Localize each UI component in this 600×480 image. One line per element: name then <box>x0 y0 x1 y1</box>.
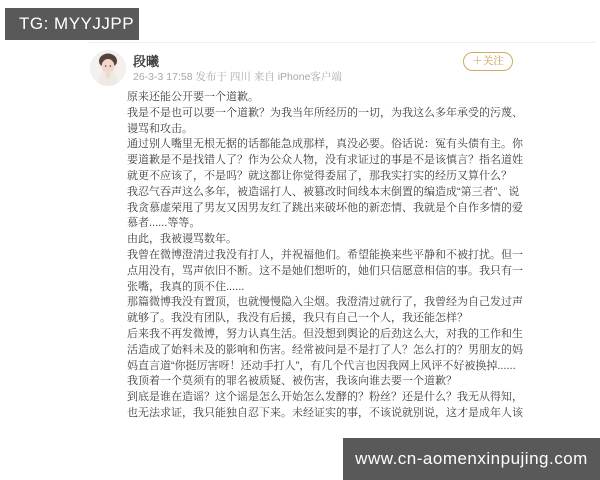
post-meta: 26-3-3 17:58 发布于 四川 来自 iPhone客户端 <box>133 71 342 83</box>
avatar-image <box>90 50 126 86</box>
post-text-line: 那篇微博我没有置顶，也就慢慢隐入尘烟。我澄清过就行了，我曾经为自己发过声 <box>127 296 523 309</box>
post-text-line: 张嘴，我真的顶不住...... <box>127 280 245 293</box>
post-text-line: 点用没有，骂声依旧不断。这不是她们想听的，她们只信愿意相信的事。我只有一 <box>127 264 523 277</box>
post-text-line: 我顶着一个莫须有的罪名被质疑、被伤害，我该向谁去要一个道歉？ <box>127 375 457 388</box>
post-text-line: 原来还能公开要一个道歉。 <box>127 91 259 103</box>
post-text-line: 到底是谁在造谣？这个谣是怎么开始怎么发酵的？粉丝？还是什么？我无从得知， <box>127 391 523 404</box>
post-text-line: 就更不应该了，不是吗？就这都让你觉得委屈了，那我实打实的经历又算什么？ <box>127 169 512 182</box>
screenshot-top-border <box>88 42 596 43</box>
post-text-line: 活造成了始料未及的影响和伤害。经常被问是不是打了人？怎么打的？男朋友的妈 <box>127 343 523 356</box>
post-body <box>127 90 537 422</box>
site-watermark <box>343 438 600 480</box>
post-text-line: 我忍气吞声这么多年，被造谣打人、被篡改时间线本末倒置的编造成“第三者”、说 <box>127 185 520 198</box>
post-text-line: 就够了。我没有团队，我没有后援，我只有自己一个人，我还能怎样？ <box>127 312 468 325</box>
post-text-line: 要道歉是不是找错人了？作为公众人物，没有求证过的事是不是该慎言？指名道姓 <box>127 154 523 167</box>
author-name[interactable]: 段曦 <box>133 54 160 69</box>
post-text-line: 谩骂和攻击。 <box>127 122 193 135</box>
follow-button[interactable]: ＋关注 <box>463 52 513 71</box>
post-text-line: 后来我不再发微博，努力认真生活。但没想到舆论的后劲这么大，对我的工作和生 <box>127 327 523 340</box>
post-text-line: 我贪慕虚荣甩了男友又因男友红了跳出来破坏他的新恋情、我就是个自作多情的爱 <box>127 201 523 214</box>
avatar[interactable] <box>90 50 126 86</box>
post-text-line: 由此，我被谩骂数年。 <box>127 233 237 246</box>
post-text-line: 妈直言道“你挺厉害呀！还动手打人”，有几个代言也因我网上风评不好被换掉...... <box>127 359 516 372</box>
telegram-watermark <box>5 8 139 40</box>
post-text-line: 也无法求证，我只能独自忍下来。未经证实的事，不该说就别说，这才是成年人该 <box>127 406 523 419</box>
telegram-watermark-label: TG: MYYJJPP <box>19 14 135 33</box>
post-text-line: 慕者......等等。 <box>127 217 201 230</box>
site-watermark-label: www.cn-aomenxinpujing.com <box>355 449 588 468</box>
post-text-line: 我是不是也可以要一个道歉？为我当年所经历的一切，为我这么多年承受的污蔑、 <box>127 106 523 119</box>
post-text-line: 我曾在微博澄清过我没有打人，并祝福他们。希望能换来些平静和不被打扰。但一 <box>127 248 523 261</box>
post-text-line: 通过别人嘴里无根无据的话都能急成那样，真没必要。俗话说：冤有头债有主。你 <box>127 138 523 151</box>
